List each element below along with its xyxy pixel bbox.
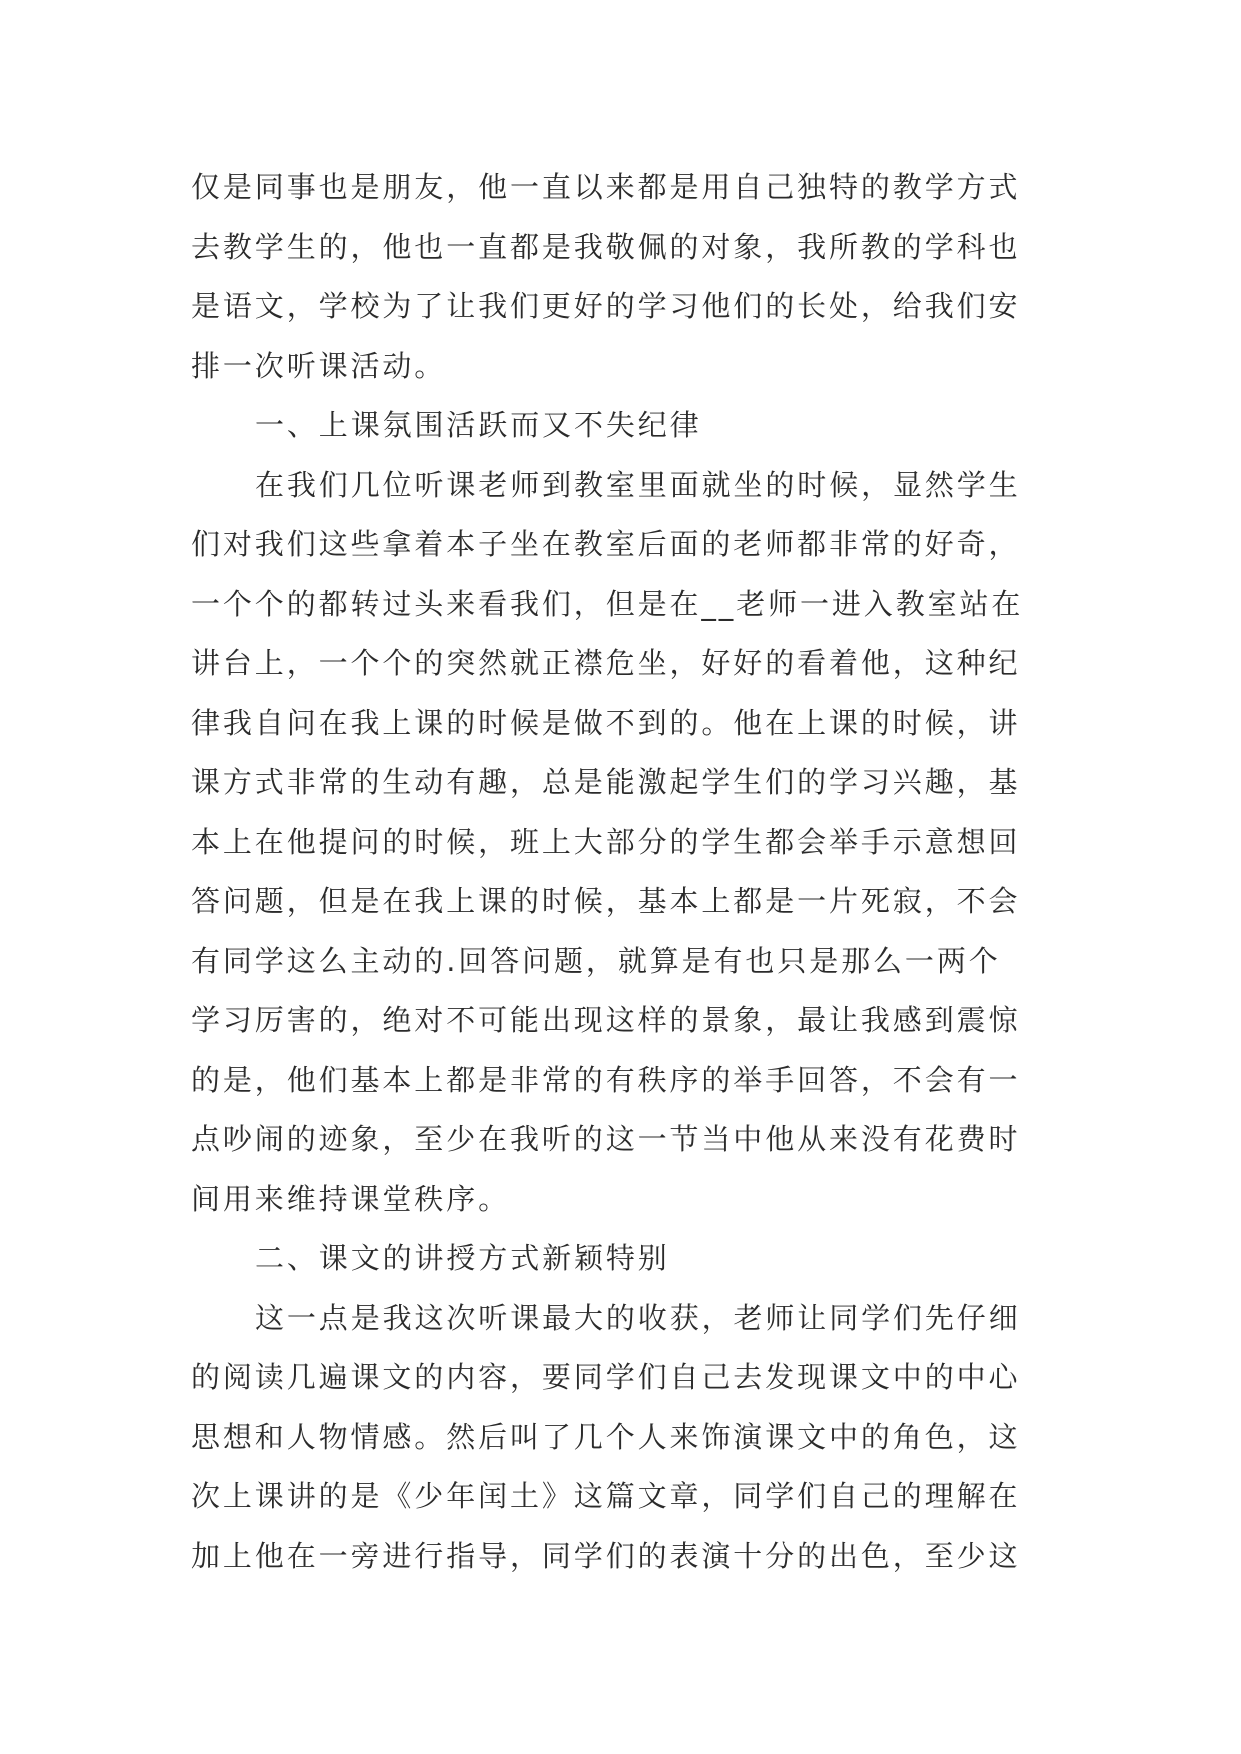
text-line: 的是，他们基本上都是非常的有秩序的举手回答，不会有一 [191,1062,1021,1097]
text-line: 去教学生的，他也一直都是我敬佩的对象，我所教的学科也 [191,229,1021,264]
text-line: 是语文，学校为了让我们更好的学习他们的长处，给我们安 [191,289,1021,323]
text-line: 间用来维持课堂秩序。 [191,1181,511,1216]
paragraph-start-line: 在我们几位听课老师到教室里面就坐的时候，显然学生 [255,467,1021,502]
text-line: 有同学这么主动的.回答问题，就算是有也只是那么一两个 [191,943,1001,978]
document-body [191,158,1051,1586]
text-line: 思想和人物情感。然后叫了几个人来饰演课文中的角色，这 [191,1419,1021,1454]
text-line: 本上在他提问的时候，班上大部分的学生都会举手示意想回 [191,824,1021,859]
text-line: 排一次听课活动。 [191,348,447,383]
paragraph-start-line: 二、课文的讲授方式新颖特别 [255,1241,670,1275]
text-line: 的阅读几遍课文的内容，要同学们自己去发现课文中的中心 [191,1360,1021,1394]
text-line: 次上课讲的是《少年闰土》这篇文章，同学们自己的理解在 [191,1479,1021,1513]
text-line: 点吵闹的迹象，至少在我听的这一节当中他从来没有花费时 [191,1122,1021,1156]
text-line: 一个个的都转过头来看我们，但是在__老师一进入教室站在 [191,586,1024,621]
text-line: 讲台上，一个个的突然就正襟危坐，好好的看着他，这种纪 [191,646,1021,680]
text-line: 仅是同事也是朋友，他一直以来都是用自己独特的教学方式 [191,170,1021,204]
text-line: 律我自问在我上课的时候是做不到的。他在上课的时候，讲 [191,705,1021,740]
text-line: 学习厉害的，绝对不可能出现这样的景象，最让我感到震惊 [191,1003,1021,1037]
text-line: 们对我们这些拿着本子坐在教室后面的老师都非常的好奇， [191,527,1021,561]
text-line: 答问题，但是在我上课的时候，基本上都是一片死寂，不会 [191,884,1021,918]
text-line: 课方式非常的生动有趣，总是能激起学生们的学习兴趣，基 [191,765,1021,799]
paragraph-start-line: 一、上课氛围活跃而又不失纪律 [255,408,702,442]
text-line: 加上他在一旁进行指导，同学们的表演十分的出色，至少这 [191,1538,1021,1573]
paragraph-start-line: 这一点是我这次听课最大的收获，老师让同学们先仔细 [255,1300,1021,1335]
